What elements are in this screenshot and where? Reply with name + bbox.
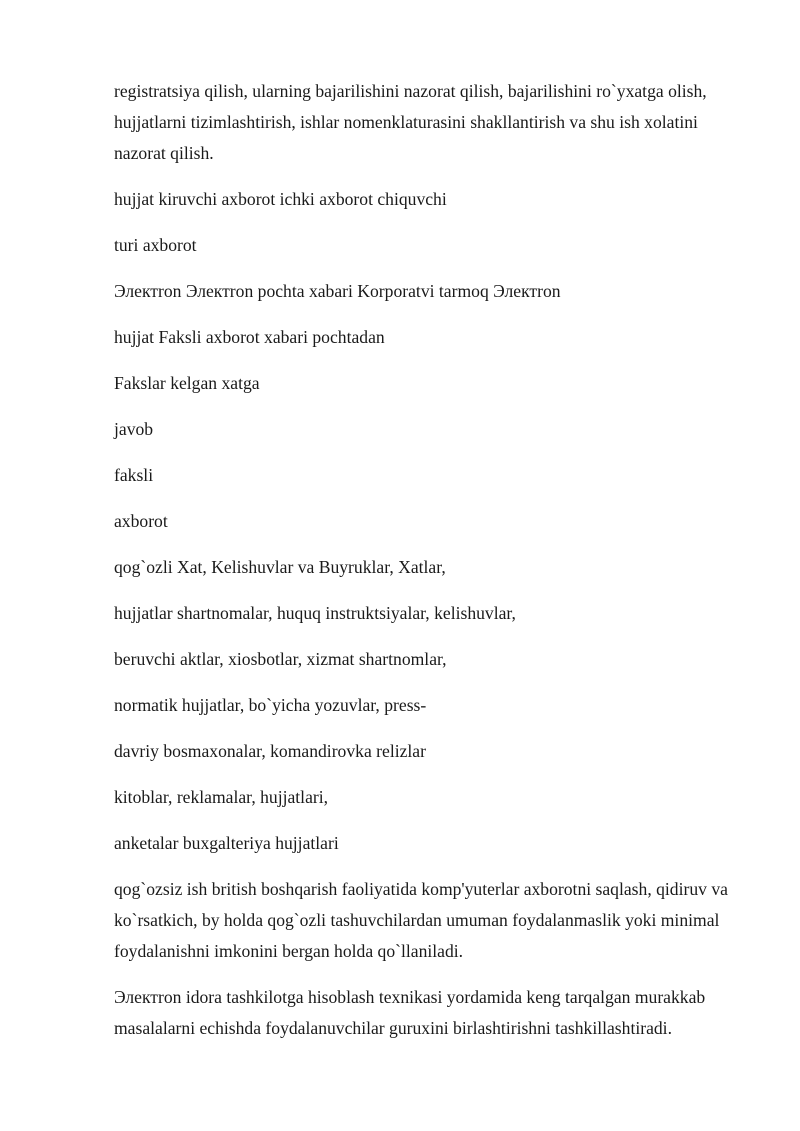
- paragraph-paper-row-1: qog`ozli Xat, Kelishuvlar va Buyruklar, Xatlar,: [114, 557, 446, 577]
- paragraph-fax-row: hujjat Faksli axborot xabari pochtadan: [114, 327, 385, 347]
- paragraph-paper-row-5: davriy bosmaxonalar, komandirovka relizlar: [114, 741, 426, 761]
- paragraph-axborot: axborot: [114, 511, 168, 531]
- paragraph-document-types-header: hujjat kiruvchi axborot ichki axborot chiquvchi: [114, 189, 447, 209]
- paragraph-paper-row-3: beruvchi aktlar, xiosbotlar, xizmat shartnomlar,: [114, 649, 447, 669]
- paragraph-javob: javob: [114, 419, 154, 439]
- paragraph-paper-row-4: normatik hujjatlar, bo`yicha yozuvlar, press-: [114, 695, 427, 715]
- paragraph-paper-row-2: hujjatlar shartnomalar, huquq instruktsiyalar, kelishuvlar,: [114, 603, 516, 623]
- paragraph-paperless: qog`ozsiz ish british boshqarish faoliyatida komp'yuterlar axborotni saqlash, qidiruv va ko`rsatkich, by holda qog`ozli tashuvchilardan umuman foydalanmaslik yoki minimal foydalanishni imkonini bergan holda qo`llaniladi.: [114, 879, 728, 961]
- paragraph-registration: registratsiya qilish, ularning bajarilishini nazorat qilish, bajarilishini ro`yxatga olish, hujjatlarni tizimlashtirish, ishlar nomenklaturasini shakllantirish va shu ish xolatini nazorat qilish.: [114, 81, 707, 163]
- document-body: [114, 76, 744, 1059]
- paragraph-faksli: faksli: [114, 465, 154, 485]
- paragraph-paper-row-7: anketalar buxgalteriya hujjatlari: [114, 833, 339, 853]
- paragraph-electronic-office: Электron idora tashkilotga hisoblash texnikasi yordamida keng tarqalgan murakkab masalalarni echishda foydalanuvchilar guruxini birlashtirishni tashkillashtiradi.: [114, 987, 706, 1038]
- paragraph-paper-row-6: kitoblar, reklamalar, hujjatlari,: [114, 787, 329, 807]
- paragraph-electronic-row: Электron Электron pochta xabari Korporatvi tarmoq Электron: [114, 281, 561, 301]
- paragraph-faxes: Fakslar kelgan xatga: [114, 373, 260, 393]
- paragraph-type-axborot: turi axborot: [114, 235, 197, 255]
